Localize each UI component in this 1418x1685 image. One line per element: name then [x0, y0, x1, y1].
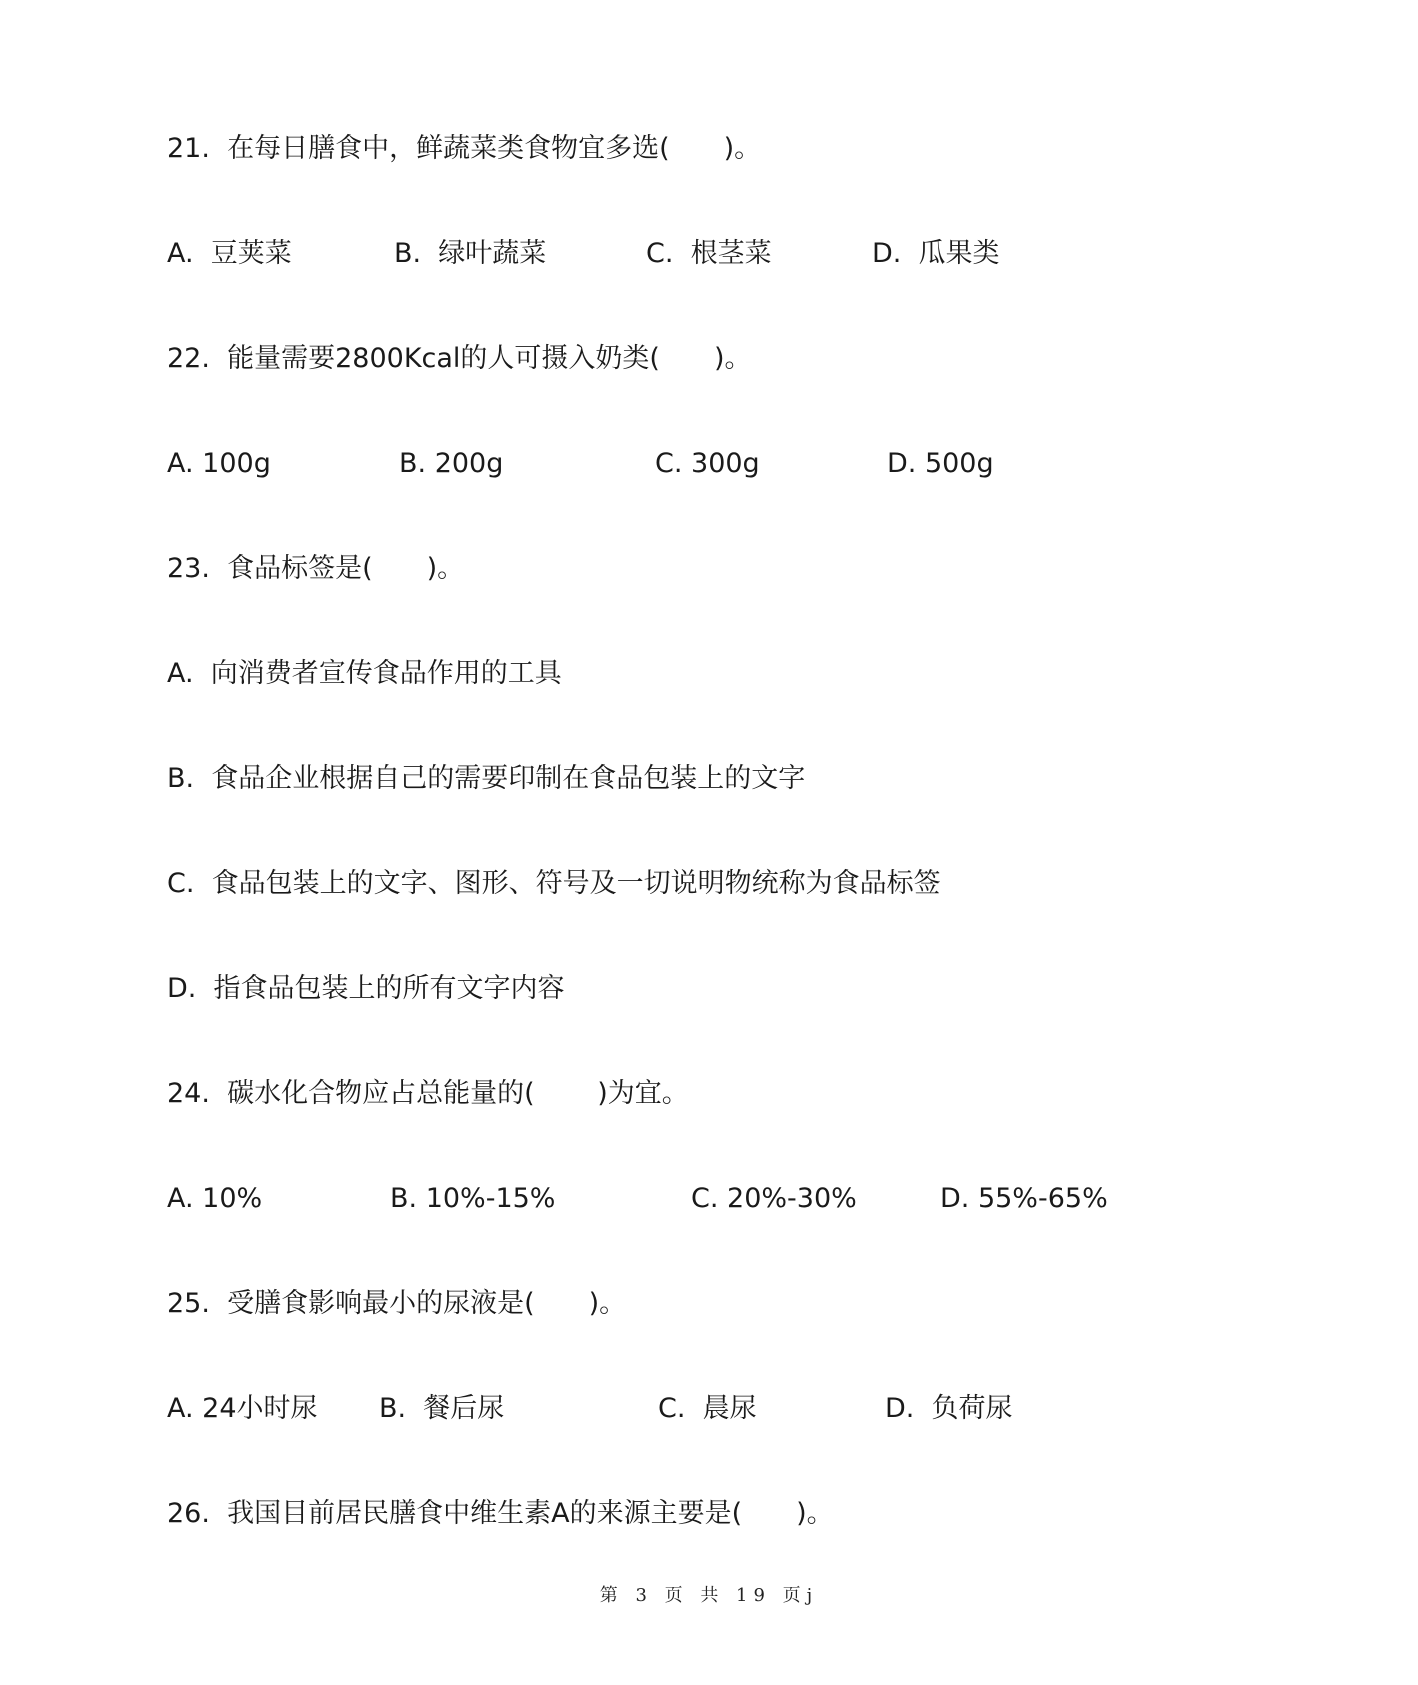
question-26-stem: 26. 我国目前居民膳食中维生素A的来源主要是( )。: [167, 1498, 834, 1529]
question-24-option-d: D. 55%-65%: [940, 1183, 1108, 1214]
question-23-option-c: C. 食品包装上的文字、图形、符号及一切说明物统称为食品标签: [167, 868, 941, 899]
question-25-option-d: D. 负荷尿: [885, 1393, 1013, 1424]
question-22-stem: 22. 能量需要2800Kcal的人可摄入奶类( )。: [167, 343, 752, 374]
question-23-option-b: B. 食品企业根据自己的需要印制在食品包装上的文字: [167, 763, 806, 794]
question-25-option-a: A. 24小时尿: [167, 1393, 318, 1424]
question-23-option-a: A. 向消费者宣传食品作用的工具: [167, 658, 562, 689]
question-22-option-d: D. 500g: [887, 448, 994, 479]
question-22-option-c: C. 300g: [655, 448, 760, 479]
question-21-stem: 21. 在每日膳食中，鲜蔬菜类食物宜多选( )。: [167, 133, 762, 164]
page-footer: 第 3 页 共 19 页j: [599, 1585, 819, 1606]
question-21-option-d: D. 瓜果类: [872, 238, 1000, 269]
question-23-option-d: D. 指食品包装上的所有文字内容: [167, 973, 565, 1004]
question-21-option-a: A. 豆荚菜: [167, 238, 292, 269]
question-23-stem: 23. 食品标签是( )。: [167, 553, 465, 584]
question-21-option-c: C. 根茎菜: [646, 238, 772, 269]
question-22-option-a: A. 100g: [167, 448, 271, 479]
question-24-option-a: A. 10%: [167, 1183, 263, 1214]
question-22-option-b: B. 200g: [399, 448, 504, 479]
question-24-option-c: C. 20%-30%: [691, 1183, 857, 1214]
question-24-option-b: B. 10%-15%: [390, 1183, 556, 1214]
question-25-option-b: B. 餐后尿: [379, 1393, 505, 1424]
question-25-option-c: C. 晨尿: [658, 1393, 757, 1424]
question-25-stem: 25. 受膳食影响最小的尿液是( )。: [167, 1288, 627, 1319]
question-24-stem: 24. 碳水化合物应占总能量的( )为宜。: [167, 1078, 689, 1109]
question-21-option-b: B. 绿叶蔬菜: [394, 238, 547, 269]
